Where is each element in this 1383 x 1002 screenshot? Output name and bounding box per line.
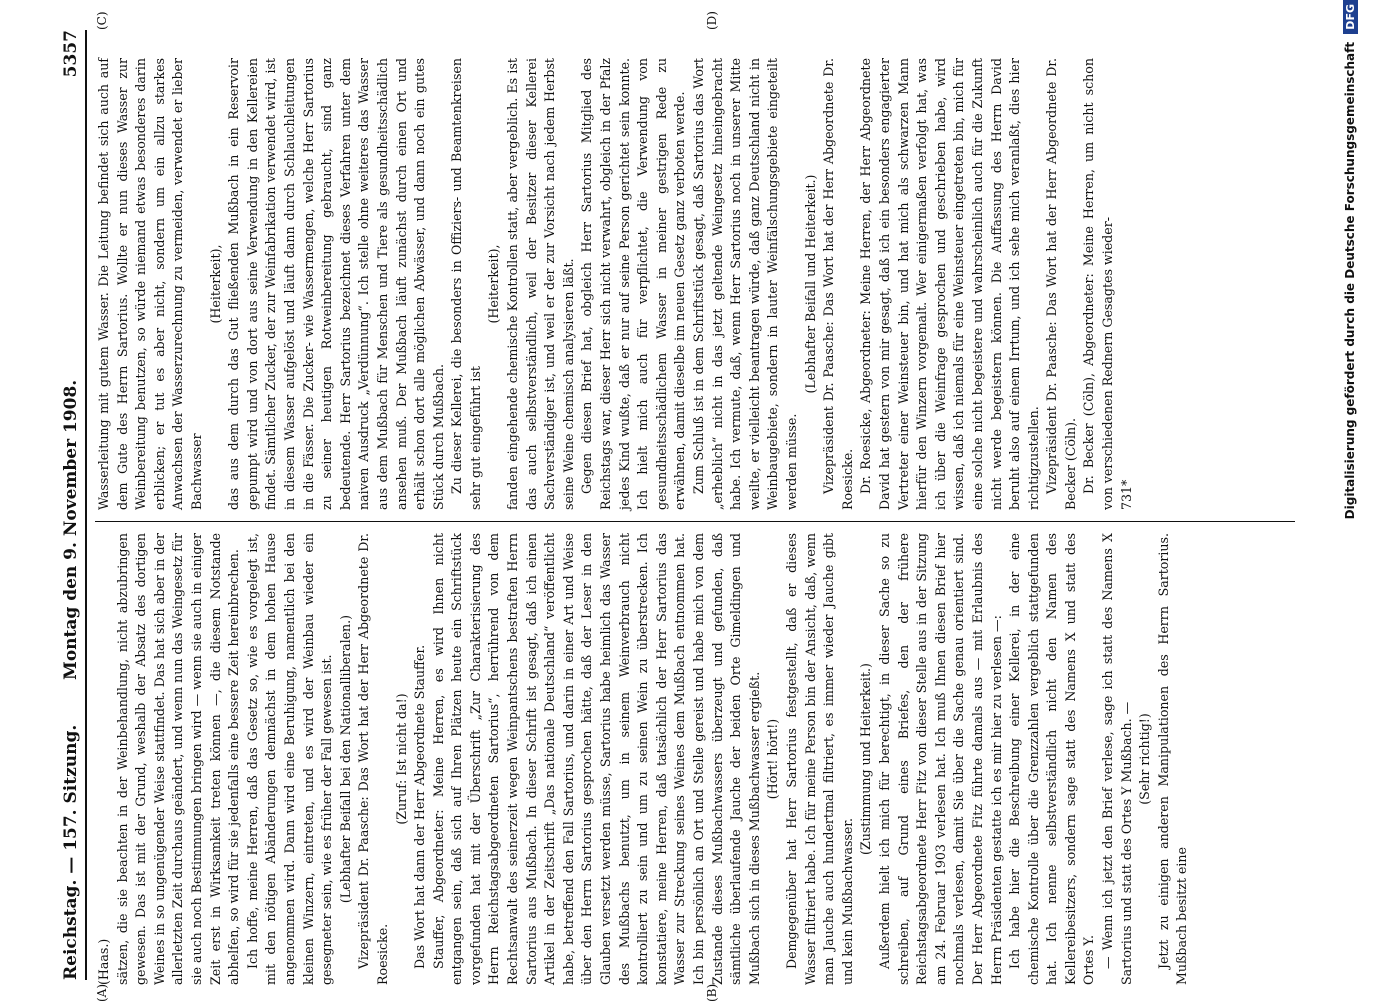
- left-paragraph: Außerdem hielt ich mich für berechtigt, in dieser Sache so zu schreiben, auf Grund eines Briefes, den der frühere Reichstagsabgeordnete Herr Fitz von dieser Stelle aus in der Sitzung am 24. Februar 1903 verlesen hat. Ich muß Ihnen diesen Brief hier nochmals verlesen, damit Sie über die Sache genau orientiert sind. Der Herr Abgeordnete Fitz führte damals aus — mit Erlaubnis des Herrn Präsidenten gestatte ich es mir hier zu verlesen —:: [876, 533, 1004, 985]
- right-paragraph: fanden eingehende chemische Kontrollen statt, aber vergeblich. Es ist das auch selbstverständlich, weil der Besitzer dieser Kellerei Sachverständiger ist, und weil er der zur Vorsicht nach jedem Herbst seine Weine chemisch analysieren läßt.: [505, 58, 576, 510]
- left-paragraph: (Sehr richtig!): [1137, 713, 1153, 805]
- funding-notice: Digitalisierung gefördert durch die Deutsche Forschungsgemeinschaft: [1343, 41, 1357, 520]
- left-paragraph: (Hört! hört!): [765, 718, 781, 800]
- left-paragraph: Demgegenüber hat Herr Sartorius festgestellt, daß er dieses Wasser filtriert habe. Ich für meine Person bin der Ansicht, daß, wenn man Jauche auch hundertmal filtriert, es immer wieder Jauche gibt und kein Mußbachwasser.: [783, 533, 855, 985]
- dfg-logo: DFG: [1343, 0, 1358, 34]
- right-paragraph: (Lebhafter Beifall und Heiterkeit.): [802, 174, 818, 394]
- page-header: [55, 30, 87, 980]
- right-paragraph: Wasserleitung mit gutem Wasser. Die Leitung befindet sich auch auf dem Gute des Herrn Sartorius. Wollte er nun dieses Wasser zur Weinbereitung benutzen, so würde niemand etwas besonderes darin erblicken; er tut es aber nicht, sondern um ein allzu starkes Anwachsen der Wasserzurechnung zu vermeiden, verwendet er lieber Bachwasser: [96, 58, 204, 510]
- margin-marker-b: (B): [705, 983, 719, 1002]
- margin-marker-d: (D): [705, 11, 719, 30]
- header-session: Reichstag. — 157. Sitzung.: [61, 724, 81, 980]
- left-paragraph: (Haas.): [96, 938, 111, 985]
- left-paragraph: (Zuruf: Ist nicht da!): [393, 693, 409, 825]
- left-paragraph: Vizepräsident Dr. Paasche: Das Wort hat der Herr Abgeordnete Dr. Roesicke.: [356, 533, 390, 985]
- left-paragraph: Das Wort hat dann der Herr Abgeordnete Stauffer.: [412, 644, 428, 969]
- margin-marker-a: (A): [95, 983, 109, 1002]
- right-paragraph: das aus dem durch das Gut fließenden Mußbach in ein Reservoir gepumpt wird und von dort aus seine Verwendung in den Kellereien findet. Sämtlicher Zucker, der zur Weinfabrikation verwendet wird, ist in diesem Wasser aufgelöst und läuft dann durch Schlauchleitungen in die Fässer. Die Zucker- wie Wassermengen, welche Herr Sartorius zu seiner heutigen Rotweinbereitung gebraucht, sind ganz bedeutende. Herr Sartorius bezeichnet dieses Verfahren unter dem naiven Ausdruck „Verdünnung“. Ich stelle ohne weiteres das Wasser aus dem Mußbach für Menschen und Tiere als gesundheitsschädlich ansehen muß. Der Mußbach läuft zunächst durch einen Ort und erhält schon dort alle möglichen Abwässer, und dann noch ein gutes Stück durch Mußbach.: [226, 58, 446, 510]
- right-paragraph: Zum Schluß ist in dem Schriftstück gesagt, daß Sartorius das Wort „erheblich“ nicht in das jetzt geltende Weingesetz hineingebracht habe. Ich vermute, daß, wenn Herr Sartorius noch in unserer Mitte weilte, er vielleicht beantragen würde, daß ganz Deutschland nicht in Weinbaugebiete, sondern in lauter Weinfälschungsgebiete eingeteilt werden müsse.: [691, 58, 799, 510]
- left-paragraph: Ich hoffe, meine Herren, daß das Gesetz so, wie es vorgelegt ist, mit den nötigen Abänderungen demnächst in dem hohen Hause angenommen wird. Dann wird eine Beruhigung, namentlich bei den kleinen Winzern, eintreten, und es wird der Weinbau wieder ein gesegneter sein, wie es früher der Fall gewesen ist.: [244, 533, 335, 985]
- digitization-stamp: [1343, 0, 1373, 1000]
- right-paragraph: (Heiterkeit),: [207, 244, 223, 324]
- right-paragraph: Vizepräsident Dr. Paasche: Das Wort hat der Herr Abgeordnete Dr. Becker (Cöln).: [1044, 58, 1078, 510]
- left-paragraph: — Wenn ich jetzt den Brief verlese, sage ich statt des Namens X Sartorius und statt des Ortes Y Mußbach. —: [1100, 533, 1134, 985]
- right-paragraph: 731*: [1118, 479, 1134, 510]
- left-paragraph: Stauffer, Abgeordneter: Meine Herren, es wird Ihnen nicht entgangen sein, daß sich auf Ihren Plätzen heute ein Schriftstück vorgefunden hat mit der Überschrift „Zur Charakterisierung des Herrn Reichstagsabgeordneten Sartorius“, herrührend von dem Rechtsanwalt des seinerzeit wegen Weinpantschens bestraften Herrn Sartorius aus Mußbach. In dieser Schrift ist gesagt, daß ich einen Artikel in der Zeitschrift „Das nationale Deutschland“ veröffentlicht habe, betreffend den Fall Sartorius, und darin in einer Art und Weise über den Herrn Sartorius gesprochen hätte, daß der Leser in den Glauben versetzt werden müsse, Sartorius habe heimlich das Wasser des Mußbachs benutzt, um in seinem Weinverbrauch nicht kontrolliert zu sein und um zu seinen Wein zu überstrecken. Ich konstatiere, meine Herren, daß tatsächlich der Herr Sartorius das Wasser zur Streckung seines Weines dem Mußbach entnommen hat. Ich bin persönlich an Ort und Stelle gereist und habe mich von dem Zustande dieses Mußbachwassers überzeugt und gefunden, daß sämtliche überlaufende Jauche der beiden Orte Gimeldingen und Mußbach sich in dieses Mußbachwasser ergießt.: [430, 533, 762, 985]
- left-column: [95, 533, 1192, 985]
- right-paragraph: Zu dieser Kellerei, die besonders in Offiziers- und Beamtenkreisen sehr gut eingeführt ist: [449, 58, 483, 510]
- right-paragraph: Dr. Becker (Cöln), Abgeordneter: Meine Herren, um nicht schon von verschiedenen Rednern Gesagtes wieder-: [1081, 58, 1116, 510]
- right-paragraph: (Heiterkeit),: [486, 244, 502, 324]
- column-divider: [95, 521, 1295, 522]
- left-paragraph: sätzen, die sie beachten in der Weinbehandlung, nicht abzubringen gewesen. Das ist mit der Grund, weshalb der Absatz des dortigen Weines in so ungenügender Weise stattfindet. Das hat sich aber in der allerletzten Zeit durchaus geändert, und wenn nun das Weingesetz für sie auch noch Bestimmungen bringen wird — wenn sie auch in einiger Zeit erst in Wirksamkeit treten können —, die diesem Notstande abhelfen, so wird für sie jedenfalls eine bessere Zeit hereinbrechen.: [114, 533, 242, 985]
- page-number: 5357: [61, 30, 81, 78]
- left-paragraph: (Lebhafter Beifall bei den Nationalliberalen.): [337, 614, 353, 904]
- right-paragraph: Gegen diesen Brief hat, obgleich Herr Sartorius Mitglied des Reichstags war, dieser Herr sich nicht verwahrt, obgleich in der Pfalz jedes Kind wußte, daß er nur auf seine Person gerichtet sein konnte. Ich hielt mich auch für verpflichtet, die Verwendung von gesundheitsschädlichem Wasser in meiner gestrigen Rede zu erwähnen, damit dieselbe im neuen Gesetz ganz verboten werde.: [579, 58, 688, 510]
- left-paragraph: Jetzt zu einigen anderen Manipulationen des Herrn Sartorius. Mußbach besitzt eine: [1155, 533, 1190, 985]
- right-column: [95, 58, 1136, 510]
- right-paragraph: Vizepräsident Dr. Paasche: Das Wort hat der Herr Abgeordnete Dr. Roesicke.: [821, 58, 855, 510]
- left-paragraph: (Zustimmung und Heiterkeit.): [858, 663, 874, 855]
- right-paragraph: Dr. Roesicke, Abgeordneter: Meine Herren, der Herr Abgeordnete David hat gestern von mir gesagt, daß ich ein besonders engagierter Vertreter einer Weinsteuer bin, und hat mich als schwarzen Mann hierfür den Winzern vorgemalt. Wer einigermaßen verfolgt hat, was ich über die Weinfrage gesprochen und geschrieben habe, wird wissen, daß ich niemals für eine Weinsteuer eingetreten bin, mich für eine solche nicht begeistere und wahrscheinlich auch für die Zukunft nicht werde begeistern können. Die Auffassung des Herrn David beruht also auf einem Irrtum, und ich sehe mich veranlaßt, dies hier richtigzustellen.: [858, 58, 1041, 510]
- left-paragraph: Ich habe hier die Beschreibung einer Kellerei, in der eine chemische Kontrolle über die Grenzzahlen vergeblich stattgefunden hat. Ich nenne selbstverständlich nicht den Namen des Kellereibesitzers, sondern sage statt des Namens X und statt des Ortes Y.: [1007, 533, 1097, 985]
- margin-marker-c: (C): [95, 11, 109, 30]
- header-date: Montag den 9. November 1908.: [61, 379, 81, 680]
